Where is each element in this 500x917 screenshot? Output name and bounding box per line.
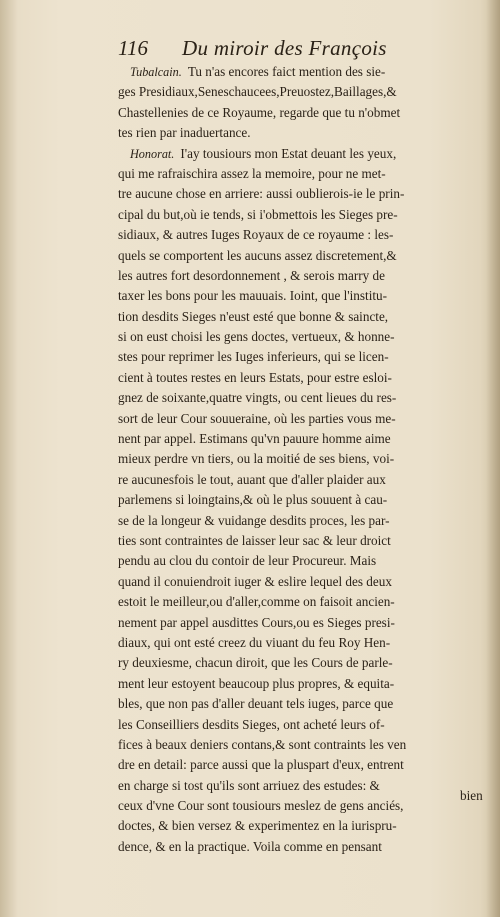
line-text: quand il conuiendroit iuger & eslire lequel des deux [118, 573, 392, 589]
text-line [118, 429, 488, 449]
line-text: mieux perdre vn tiers, ou la moitié de ses biens, voi- [118, 451, 395, 467]
text-line [118, 327, 488, 347]
text-line [118, 613, 488, 633]
line-text: stes pour reprimer les Iuges inferieurs, qui se licen- [118, 349, 389, 365]
line-text: pendu au clou du contoir de leur Procureur. Mais [118, 553, 377, 569]
line-text: dence, & en la practique. Voila comme en pensant [118, 838, 382, 854]
text-line [118, 144, 488, 164]
line-text: ceux d'vne Cour sont tousiours meslez de gens anciés, [118, 798, 404, 814]
line-text: tre aucune chose en arriere: aussi oublierois-ie le prin- [118, 186, 405, 202]
line-text: les Conseilliers desdits Sieges, ont acheté leurs of- [118, 716, 385, 732]
text-line [118, 816, 488, 836]
line-text: taxer les bons pour les mauuais. Ioint, que l'institu- [118, 288, 388, 304]
line-text: sort de leur Cour souueraine, où les parties vous me- [118, 410, 396, 426]
page-header [118, 36, 458, 64]
text-line [118, 103, 488, 123]
text-line [118, 286, 488, 306]
text-line [118, 246, 488, 266]
line-text: ges Presidiaux,Seneschaucees,Preuostez,Baillages,& [118, 84, 397, 100]
line-text: cient à toutes restes en leurs Estats, pour estre esloi- [118, 369, 392, 385]
text-line [118, 205, 488, 225]
text-line [118, 674, 488, 694]
line-text: re aucunesfois le tout, auant que d'aller plaider aux [118, 471, 386, 487]
text-line [118, 551, 488, 571]
line-text: qui me rafraischira assez la memoire, pour ne met- [118, 165, 386, 181]
speaker-name: Honorat. [130, 146, 175, 161]
line-text: parlemens si loingtains,& où le plus souuent à cau- [118, 492, 388, 508]
text-line [118, 409, 488, 429]
text-line [118, 225, 488, 245]
text-line [118, 123, 488, 143]
catchword: bien [460, 788, 483, 803]
line-text: nement par appel ausdittes Cours,ou es Sieges presi- [118, 614, 395, 630]
line-text: si on eust choisi les gens doctes, vertueux, & honne- [118, 329, 395, 345]
text-line [118, 735, 488, 755]
page-edge-shadow [486, 0, 500, 917]
page-number: 116 [118, 36, 148, 60]
text-line [118, 572, 488, 592]
speaker-name: Tubalcain. [130, 65, 182, 79]
text-line [118, 368, 488, 388]
line-text: diaux, qui ont esté creez du viuant du feu Roy Hen- [118, 634, 391, 650]
text-line [118, 776, 488, 796]
text-line [118, 633, 488, 653]
text-line [118, 164, 488, 184]
text-line [118, 449, 488, 469]
line-text: les autres fort desordonnement , & serois marry de [118, 267, 385, 283]
text-line [118, 755, 488, 775]
text-line [118, 307, 488, 327]
text-line [118, 796, 488, 816]
text-line [118, 653, 488, 673]
line-text: bles, que non pas d'aller deuant tels iuges, parce que [118, 696, 394, 712]
text-line [118, 592, 488, 612]
line-text: dre en detail: parce aussi que la pluspart d'eux, entrent [118, 757, 404, 773]
text-line [118, 184, 488, 204]
line-text: ment leur estoyent beaucoup plus propres, & equita- [118, 675, 395, 691]
text-line [118, 388, 488, 408]
line-text: Tu n'as encores faict mention des sie- [187, 64, 386, 79]
line-text: quels se comportent les aucuns assez discretement,& [118, 247, 397, 263]
line-text: ties sont contraintes de laisser leur sac & leur droict [118, 532, 391, 548]
line-text: doctes, & bien versez & experimentez en la iurispru- [118, 818, 397, 834]
text-line [118, 62, 488, 82]
text-line [118, 470, 488, 490]
line-text: Chastellenies de ce Royaume, regarde que tu n'obmet [118, 104, 401, 120]
line-text: tes rien par inaduertance. [118, 125, 251, 141]
running-title: Du miroir des François [182, 36, 387, 60]
line-text: tion desdits Sieges n'eust esté que bonne & saincte, [118, 308, 389, 324]
text-line [118, 490, 488, 510]
line-text: se de la longeur & vuidange desdits proces, les par- [118, 512, 390, 528]
text-line [118, 715, 488, 735]
text-line [118, 82, 488, 102]
text-line [118, 511, 488, 531]
line-text: fices à beaux deniers contans,& sont contraints les ven [118, 736, 407, 752]
line-text: sidiaux, & autres Iuges Royaux de ce royaume : les- [118, 227, 394, 243]
line-text: cipal du but,où ie tends, si i'obmettois les Sieges pre- [118, 206, 398, 222]
line-text: en charge si tost qu'ils sont arriuez des estudes: & [118, 777, 380, 793]
text-line [118, 837, 488, 857]
line-text: gnez de soixante,quatre vingts, ou cent lieues du res- [118, 390, 397, 406]
text-line [118, 347, 488, 367]
line-text: estoit le meilleur,ou d'aller,comme on faisoit ancien- [118, 594, 395, 610]
body-text [118, 62, 488, 857]
text-line [118, 266, 488, 286]
text-line [118, 531, 488, 551]
text-line [118, 694, 488, 714]
line-text: nent par appel. Estimans qu'vn pauure homme aime [118, 431, 391, 447]
line-text: ry deuxiesme, chacun diroit, que les Cours de parle- [118, 655, 393, 671]
line-text: I'ay tousiours mon Estat deuant les yeux, [180, 145, 397, 161]
